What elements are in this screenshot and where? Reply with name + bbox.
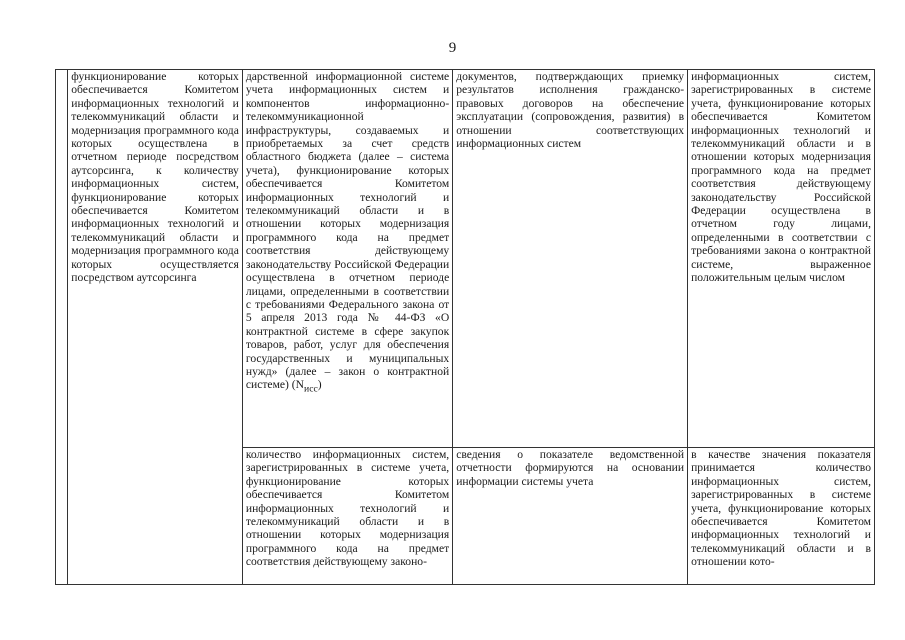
table-cell-calculation-note: в качестве значения показателя принимается количество информационных систем, зарегистрированных в системе учета, функционирование которых обеспечивается Комитетом информационных технологий и телекоммуникаций области и в отношении кото- bbox=[688, 448, 875, 585]
table-row bbox=[56, 70, 875, 448]
table-cell-variable-definition: количество информационных систем, зарегистрированных в системе учета, функционирование которых обеспечивается Комитетом информационных технологий и телекоммуникаций области и в отношении которых модернизация программного кода на предмет соответствия действующему законо- bbox=[242, 448, 452, 585]
table-cell-data-source: сведения о показателе ведомственной отчетности формируются на основании информации системы учета bbox=[453, 448, 688, 585]
page-number: 9 bbox=[448, 40, 457, 56]
table-cell-blank bbox=[56, 70, 68, 585]
table-cell-calculation-note: информационных систем, зарегистрированных в системе учета, функционирование которых обеспечивается Комитетом информационных технологий и телекоммуникаций области и в отношении которых модернизация программного кода на предмет соответствия действующему законодательству Российской Федерации осуществлена в отчетном году лицами, определенными в соответствии с требованиями закона о контрактной системе, выраженное положительным целым числом bbox=[688, 70, 875, 448]
indicator-table bbox=[55, 69, 875, 585]
table-cell-variable-definition: дарственной информационной системе учета информационных систем и компонентов информационно-телекоммуникационной инфраструктуры, создаваемых и приобретаемых за счет средств областного бюджета (далее – система учета), функционирование которых обеспечивается Комитетом информационных технологий и телекоммуникаций области и в отношении которых модернизация программного кода на предмет соответствия действующему законодательству Российской Федерации осуществлена в отчетном периоде лицами, определенными в соответствии с требованиями Федерального закона от 5 апреля 2013 года № 44-ФЗ «О контрактной системе в сфере закупок товаров, работ, услуг для обеспечения государственных и муниципальных нужд» (далее – закон о контрактной системе) $(N_{исс})$ bbox=[242, 70, 452, 448]
table-cell-data-source: документов, подтверждающих приемку результатов исполнения гражданско-правовых договоров на обеспечение эксплуатации (сопровождения, развития) в отношении соответствующих информационных систем bbox=[453, 70, 688, 448]
table-cell-indicator-method: функционирование которых обеспечивается Комитетом информационных технологий и телекоммуникаций области и модернизация программного кода которых осуществлена в отчетном периоде посредством аутсорсинга, к количеству информационных систем, функционирование которых обеспечивается Комитетом информационных технологий и телекоммуникаций области и модернизация программного кода которых осуществляется посредством аутсорсинга bbox=[68, 70, 243, 585]
